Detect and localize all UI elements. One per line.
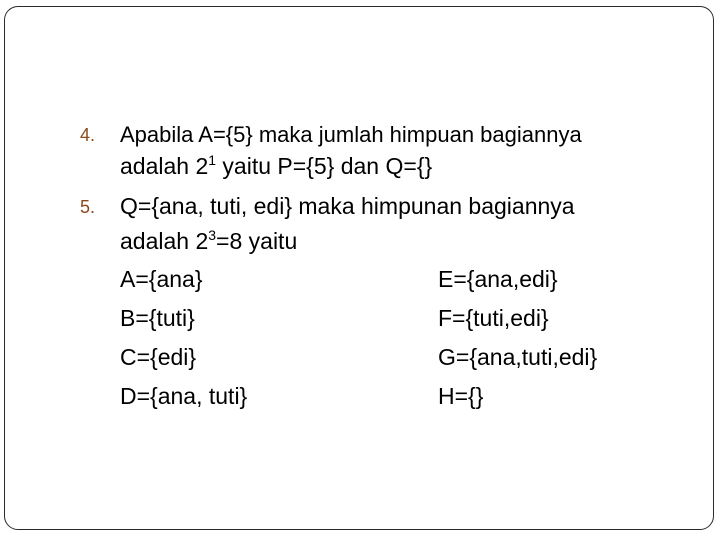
item-text-line xyxy=(120,152,433,179)
subset-item: A={ana} xyxy=(120,266,203,292)
subset-item: B={tuti} xyxy=(120,305,195,331)
item-text: =8 yaitu xyxy=(216,228,298,254)
subset-item: E={ana,edi} xyxy=(438,266,558,292)
subset-item: H={} xyxy=(438,383,484,409)
item-text-line: Q={ana, tuti, edi} maka himpunan bagiannya xyxy=(120,193,575,219)
subset-item: C={edi} xyxy=(120,344,197,370)
item-text: adalah 2 xyxy=(120,228,209,254)
subset-item: F={tuti,edi} xyxy=(438,305,549,331)
item-number: 5. xyxy=(80,197,96,217)
subset-item: D={ana, tuti} xyxy=(120,383,248,409)
item-text: yaitu P={5} dan Q={} xyxy=(216,153,433,179)
item-number: 4. xyxy=(80,125,96,145)
exponent: 3 xyxy=(208,227,217,243)
item-text-line: Apabila A={5} maka jumlah himpuan bagiannya xyxy=(120,122,582,147)
item-text: adalah 2 xyxy=(120,153,209,179)
item-text-line xyxy=(120,227,298,254)
subset-item: G={ana,tuti,edi} xyxy=(438,344,598,370)
exponent: 1 xyxy=(208,152,217,168)
